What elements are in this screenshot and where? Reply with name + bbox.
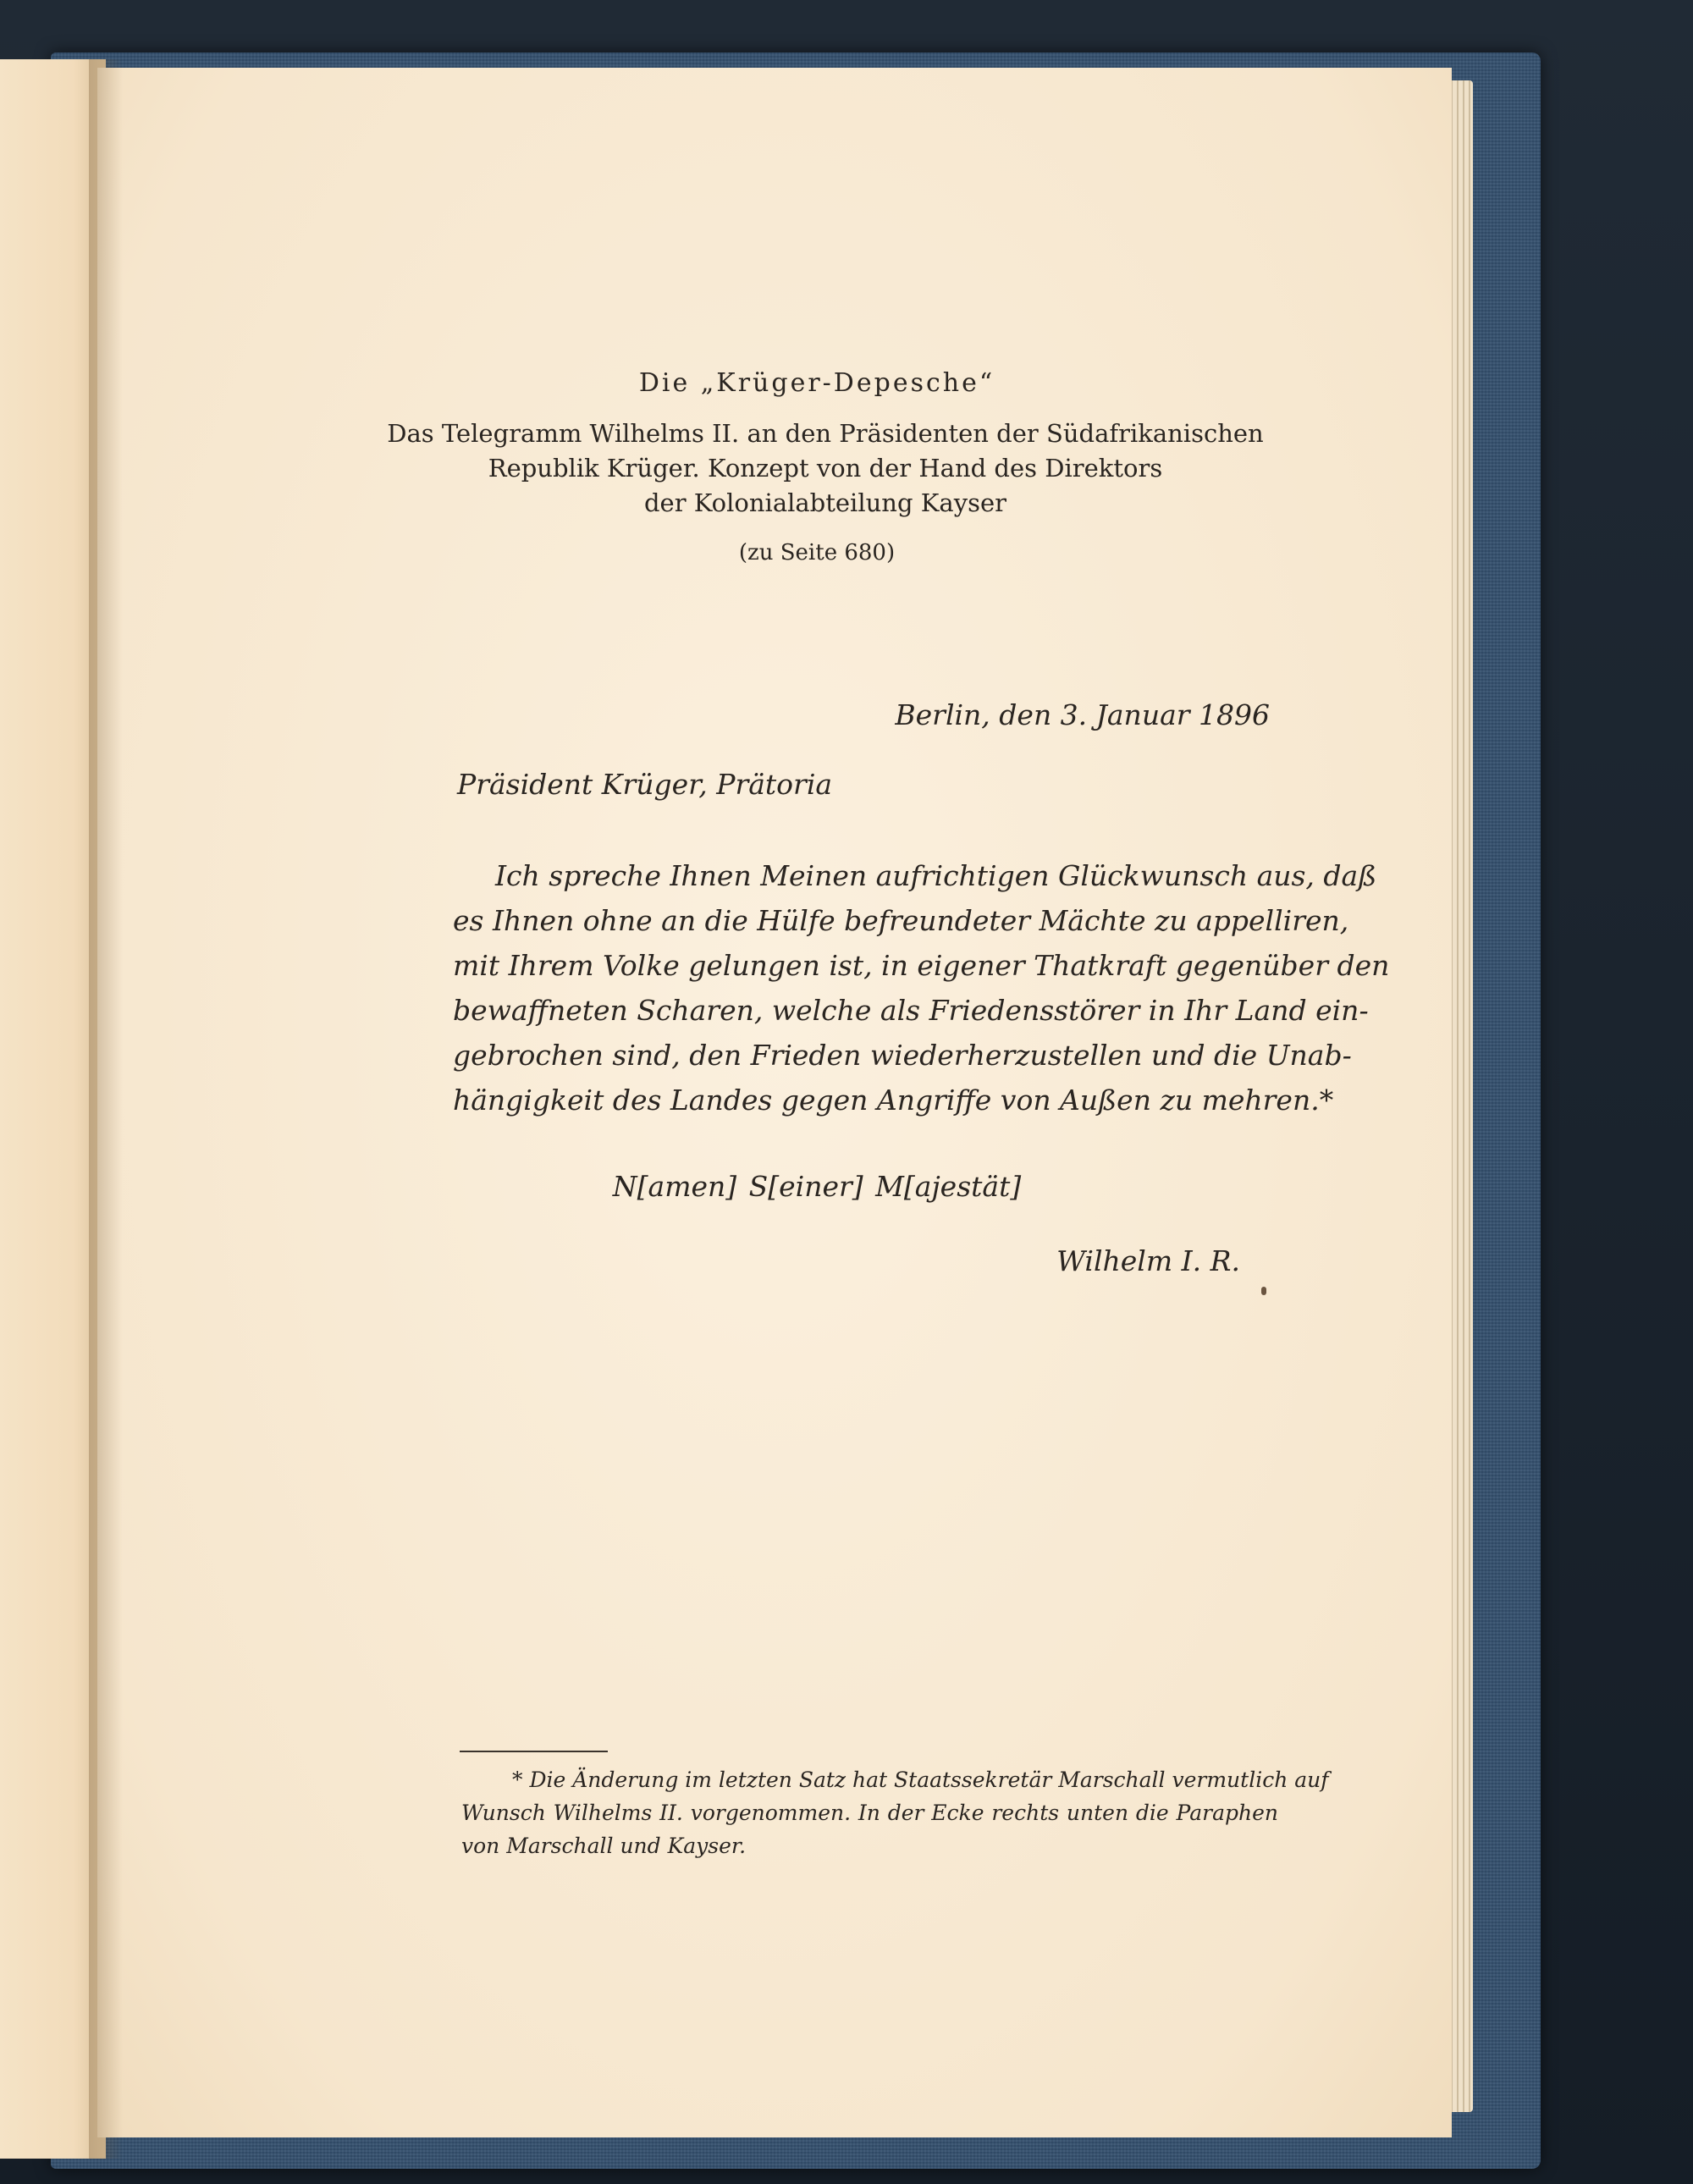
signature: Wilhelm I. R. <box>1056 1244 1240 1277</box>
subtitle-line: der Kolonialabteilung Kayser <box>643 488 1006 517</box>
footnote-line: * Die Änderung im letzten Satz hat Staatssekretär Marschall vermutlich auf <box>512 1768 1329 1792</box>
body-line: es Ihnen ohne an die Hülfe befreundeter Mächte zu appelliren, <box>453 904 1349 937</box>
telegram-body <box>453 853 1390 1122</box>
body-line: gebrochen sind, den Frieden wiederherzustellen und die Unab- <box>453 1039 1352 1072</box>
paper-speck <box>1261 1287 1266 1295</box>
body-line: hängigkeit des Landes gegen Angriffe von Außen zu mehren.* <box>453 1084 1334 1117</box>
document-subtitle <box>377 416 1274 521</box>
body-line: bewaffneten Scharen, welche als Friedensstörer in Ihr Land ein- <box>453 994 1369 1027</box>
addressee: Präsident Krüger, Prätoria <box>457 768 833 801</box>
date-line: Berlin, den 3. Januar 1896 <box>895 698 1270 731</box>
subtitle-line: Republik Krüger. Konzept von der Hand des Direktors <box>488 454 1163 483</box>
footnote-line: Wunsch Wilhelms II. vorgenommen. In der Ecke rechts unten die Paraphen <box>461 1801 1278 1825</box>
footnote-rule <box>460 1751 608 1752</box>
subtitle-line: Das Telegramm Wilhelms II. an den Präsidenten der Südafrikanischen <box>387 419 1264 448</box>
book-page <box>97 68 1452 2137</box>
gutter-shadow <box>89 59 123 2159</box>
document-heading: Die „Krüger-Depesche“ <box>638 368 995 398</box>
on-behalf-line: N[amen] S[einer] M[ajestät] <box>612 1170 1022 1203</box>
footnote <box>461 1763 1329 1862</box>
body-line: Ich spreche Ihnen Meinen aufrichtigen Glückwunsch aus, daß <box>495 859 1377 892</box>
page-reference: (zu Seite 680) <box>738 540 896 565</box>
body-line: mit Ihrem Volke gelungen ist, in eigener Thatkraft gegenüber den <box>453 949 1390 982</box>
footnote-line: von Marschall und Kayser. <box>461 1834 747 1858</box>
